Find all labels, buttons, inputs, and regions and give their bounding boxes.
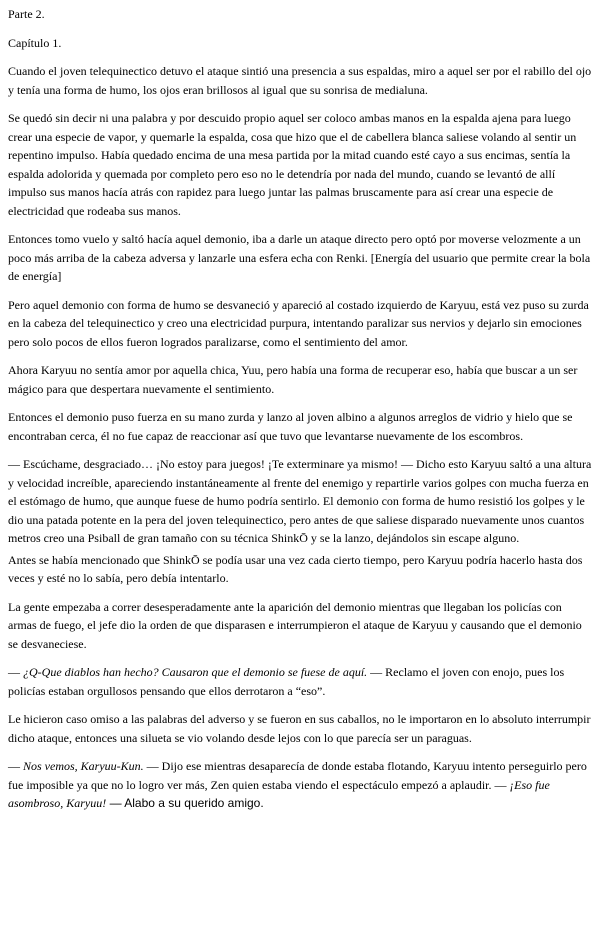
dialogue-quote: ¡Eso fue asombroso, Karyuu! [8,777,550,810]
dialogue-ending: — Alabo a su querido amigo. [106,796,264,810]
paragraph-2: Se quedó sin decir ni una palabra y por descuido propio aquel ser coloco ambas manos en la espalda ajena para luego crear una especie de vapor, y quemarle la espalda, cosa que hizo que el de cabellera blanca saliese volando al sentir un repentino impulso. Había quedado encima de una mesa partida por la mitad cuando esté cayo a sus encimas, sentía la espalda adolorida y quemada por completo pero eso no le detendría por nada del mundo, cuando se levantó de allí impulso sus manos hacía atrás con rapidez para luego juntar las palmas bruscamente para así crear una especie de electricidad que rodeaba sus manos. [8,111,577,218]
part-heading: Parte 2. [8,7,45,21]
paragraph-9: La gente empezaba a correr desesperadamente ante la aparición del demonio mientras que llegaban los policías con armas de fuego, el jefe dio la orden de que disparasen e interrumpieron el ataque de Karyuu y causando que el demonio se desvaneciese. [8,599,582,651]
dialogue-paragraph-1 [8,663,592,700]
paragraph-8: Antes se había mencionado que ShinkŌ se podía usar una vez cada cierto tiempo, pero Karyuu podría hacerlo hasta dos veces y esté no lo sabía, pero debía intentarlo. [8,552,583,585]
chapter-heading: Capítulo 1. [8,35,62,50]
dialogue-narration: — Reclamo el joven con enojo, pues los policías estaban orgullosos pensando que ellos derrotaron a “eso”. [8,665,565,698]
document-page [8,5,592,823]
paragraph-6: Entonces el demonio puso fuerza en su mano zurda y lanzo al joven albino a algunos arreglos de vidrio y hielo que se encontraban cerca, él no fue capaz de reaccionar así que tuvo que levantarse nuevamente de los escombros. [8,410,573,443]
paragraph-1: Cuando el joven telequinectico detuvo el ataque sintió una presencia a sus espaldas, miro a aquel ser por el rabillo del ojo y tenía una forma de humo, los ojos eran brillosos al igual que su sonrisa de medialuna. [8,64,592,97]
dialogue-quote: Nos vemos, Karyuu-Kun. [23,759,144,773]
dialogue-quote: ¿Q-Que diablos han hecho? Causaron que el demonio se fuese de aquí. [23,665,368,679]
paragraph-5: Ahora Karyuu no sentía amor por aquella chica, Yuu, pero había una forma de recuperar eso, había que buscar a un ser mágico para que despertara nuevamente el sentimiento. [8,363,578,396]
paragraph-3: Entonces tomo vuelo y saltó hacía aquel demonio, iba a darle un ataque directo pero optó por moverse velozmente a un poco más arriba de la cabeza adversa y lanzarle una esfera echa con Renki. [Energía del usuario que permite crear la bola de energía] [8,232,591,283]
dialogue-dash: — [8,759,23,773]
paragraph-7: — Escúchame, desgraciado… ¡No estoy para juegos! ¡Te exterminare ya mismo! — Dicho esto Karyuu saltó a una altura y velocidad increíble, apareciendo instantáneamente al frente del enemigo y repartirle varios golpes con mucha fuerza en el estómago de humo, que aunque fuese de humo podría sentirlo. El demonio con forma de humo resistió los golpes y le dio una patada potente en la pera del joven telequinectico, pero antes de que saliese disparado nuevamente unos cuantos metros creo una Psiball de gran tamaño con su técnica ShinkŌ y se la lanzo, dejándolos sin escape alguno. [8,457,592,545]
dialogue-paragraph-2 [8,757,592,813]
paragraph-10: Le hicieron caso omiso a las palabras del adverso y se fueron en sus caballos, no le importaron en lo absoluto interrumpir dicho ataque, entonces una silueta se vio volando desde lejos con lo que parecía ser un paraguas. [8,712,591,745]
dialogue-dash: — [8,665,23,679]
dialogue-narration: — Dijo ese mientras desaparecía de donde estaba flotando, Karyuu intento perseguirlo pero fue imposible ya que no lo logro ver más, Zen quien estaba viendo el espectáculo empezó a aplaudir. — [8,759,587,792]
paragraph-4: Pero aquel demonio con forma de humo se desvaneció y apareció al costado izquierdo de Karyuu, está vez puso su zurda en la cabeza del telequinectico y creo una electricidad purpura, intentando paralizar sus nervios y dejarlo sin emociones pero solo pocos de ellos fueron logrados paralizarse, como el sentimiento del amor. [8,297,589,349]
